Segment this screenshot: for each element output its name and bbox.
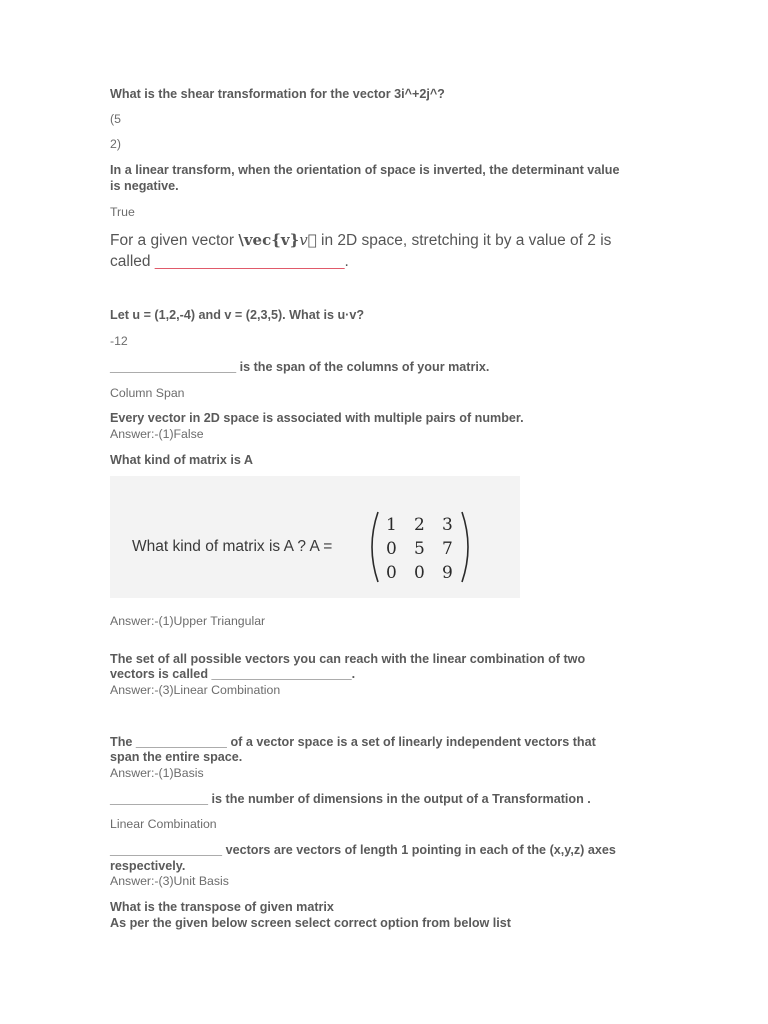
answer-vector-pairs: Answer:-(1)False [110,427,204,441]
question-output-dimensions: ______________ is the number of dimensions in the output of a Transformation . [110,792,591,806]
answer-unit-vectors: Answer:-(3)Unit Basis [110,874,229,888]
question-stretch-line2 [110,251,349,272]
question-column-span: __________________ is the span of the columns of your matrix. [110,360,490,374]
matrix-left-paren [372,512,378,582]
question-determinant-line1: In a linear transform, when the orientation of space is inverted, the determinant value [110,163,620,177]
matrix-image-question: What kind of matrix is A ? A = [132,538,333,555]
question-matrix-kind: What kind of matrix is A [110,453,253,467]
vector-v-symbol: v⃗ [299,231,317,249]
answer-basis: Answer:-(1)Basis [110,766,204,780]
question-determinant-line2: is negative. [110,179,179,193]
answer-dot-product: -12 [110,334,128,348]
matrix-cell: 1 [386,515,397,535]
question-linear-combination-line1: The set of all possible vectors you can reach with the linear combination of two [110,652,586,666]
stretch-answer-blank: ______________________ [154,253,345,270]
question-linear-combination-line2: vectors is called ____________________. [110,667,356,681]
answer-determinant: True [110,205,135,219]
matrix-a [364,506,494,588]
answer-shear-line2: 2) [110,137,121,151]
stretch-text-part1: For a given vector [110,232,239,249]
matrix-cell: 3 [442,515,453,535]
matrix-cell: 0 [386,563,397,583]
stretch-text-end: . [344,253,349,270]
answer-matrix-kind: Answer:-(1)Upper Triangular [110,614,266,628]
question-transpose: What is the transpose of given matrix [110,900,334,914]
matrix-cell: 5 [414,539,425,559]
answer-column-span: Column Span [110,386,185,400]
question-vector-pairs: Every vector in 2D space is associated with multiple pairs of number. [110,411,524,425]
question-shear-transformation: What is the shear transformation for the vector 3i^+2j^? [110,87,445,101]
stretch-text-part2: in 2D space, stretching it by a value of 2 is [316,232,612,249]
stretch-text-called: called [110,253,155,270]
stretch-latex-source: \vec{v} [238,231,300,249]
matrix-question-image [110,476,520,598]
question-select-option: As per the given below screen select correct option from below list [110,916,512,930]
matrix-cell: 0 [414,563,425,583]
answer-linear-combination: Answer:-(3)Linear Combination [110,683,281,697]
question-basis-line1: The _____________ of a vector space is a set of linearly independent vectors that [110,735,596,749]
question-basis-line2: span the entire space. [110,750,243,764]
matrix-cell: 9 [442,563,453,583]
matrix-cell: 7 [442,539,453,559]
matrix-cell: 2 [414,515,425,535]
answer-shear-line1: (5 [110,112,121,126]
matrix-cell: 0 [386,539,397,559]
answer-output-dimensions: Linear Combination [110,817,217,831]
matrix-right-paren [462,512,468,582]
question-dot-product: Let u = (1,2,-4) and v = (2,3,5). What is u·v? [110,308,365,322]
question-unit-vectors-line1: ________________ vectors are vectors of length 1 pointing in each of the (x,y,z) axes [110,843,616,857]
question-stretch-line1 [110,230,611,251]
question-unit-vectors-line2: respectively. [110,859,186,873]
